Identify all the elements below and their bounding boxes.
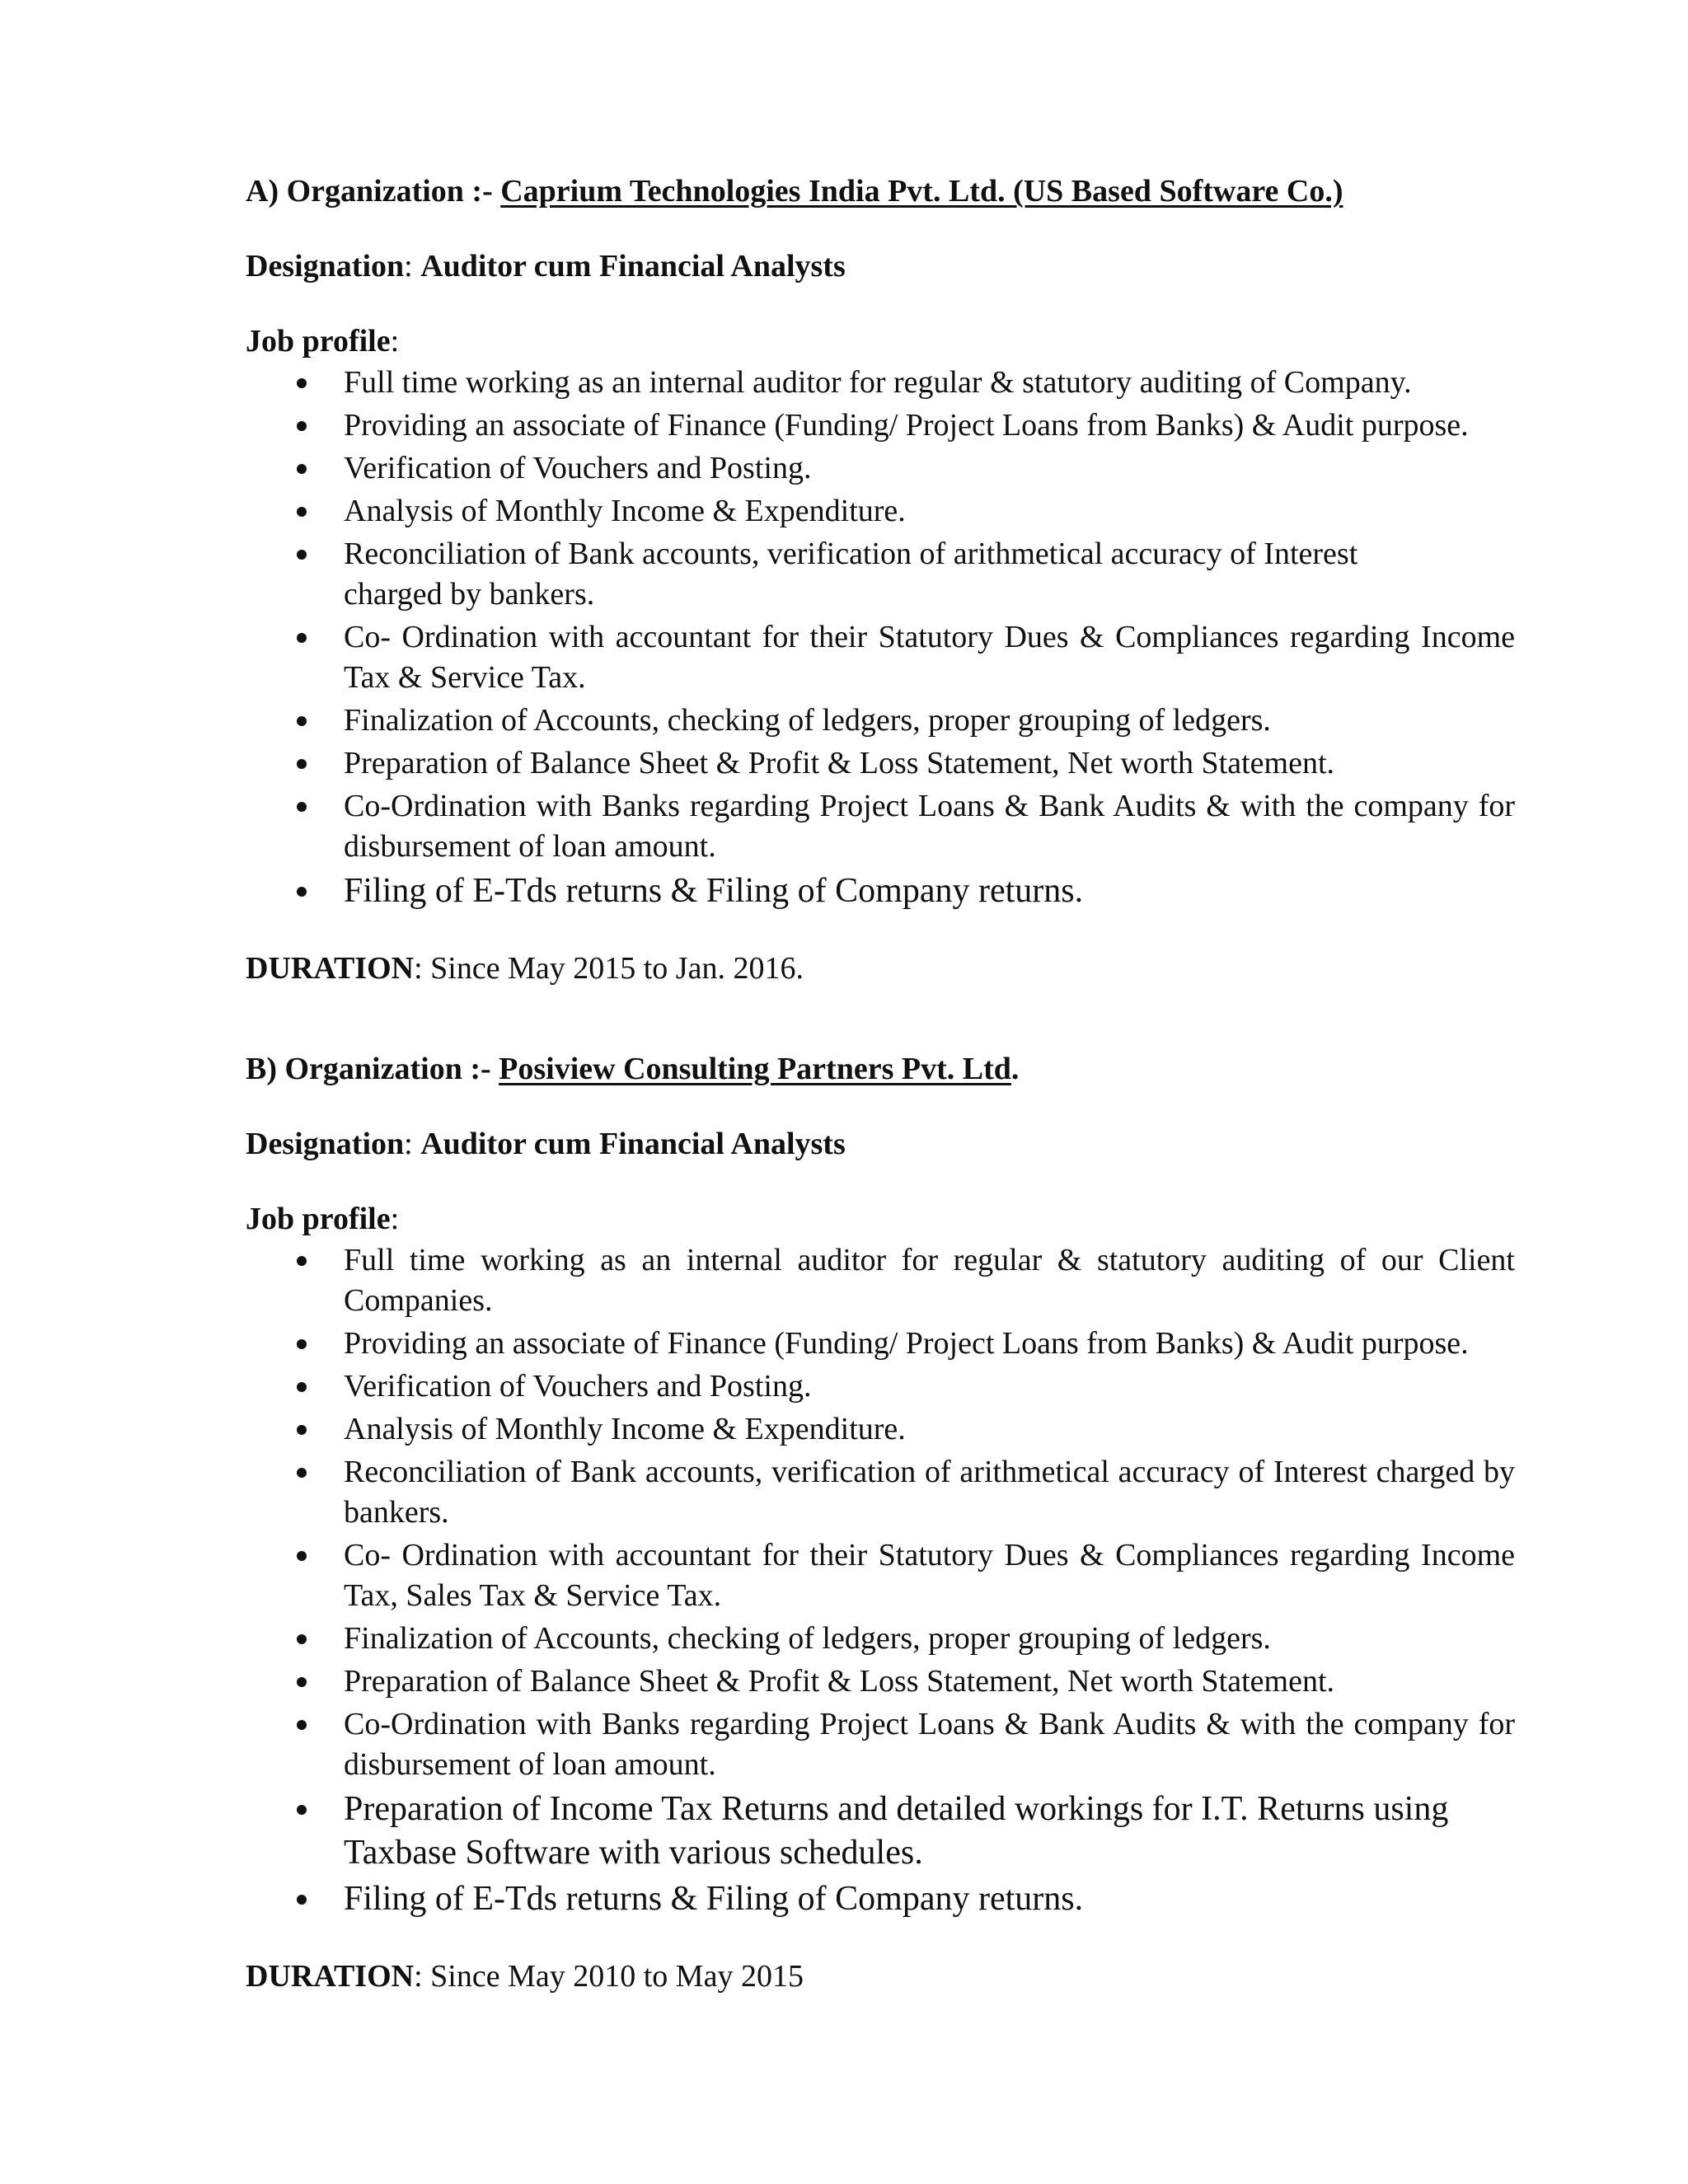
- organization-line: [246, 172, 1531, 210]
- organization-prefix: A) Organization :-: [246, 174, 501, 209]
- list-item: [246, 448, 1515, 489]
- list-item: [246, 701, 1515, 741]
- list-item-text: Finalization of Accounts, checking of ledgers, proper grouping of ledgers.: [344, 1621, 1271, 1656]
- list-item: [246, 617, 1515, 698]
- bullet-icon: [297, 887, 307, 897]
- organization-suffix: .: [1010, 1052, 1020, 1086]
- list-item: [246, 1240, 1515, 1321]
- organization-name: Posiview Consulting Partners Pvt. Ltd: [499, 1052, 1011, 1086]
- designation-separator: :: [404, 249, 421, 284]
- list-item-text: Full time working as an internal auditor for regular & statutory auditing of Company.: [344, 365, 1412, 400]
- list-item: [246, 1409, 1515, 1450]
- bullet-icon: [297, 716, 307, 726]
- bullet-icon: [297, 1551, 307, 1561]
- list-item: [246, 1788, 1515, 1875]
- list-item-text: Preparation of Balance Sheet & Profit & Loss Statement, Net worth Statement.: [344, 1664, 1335, 1699]
- job-profile-label: Job profile: [246, 324, 391, 359]
- organization-name: Caprium Technologies India Pvt. Ltd. (US Based Software Co.): [500, 174, 1343, 209]
- job-profile-label: Job profile: [246, 1202, 391, 1236]
- list-item: [246, 1877, 1515, 1921]
- list-item-text: Verification of Vouchers and Posting.: [344, 1369, 812, 1404]
- list-item: [246, 363, 1515, 403]
- designation-line: [246, 1125, 1531, 1163]
- bullet-icon: [297, 633, 307, 643]
- bullet-icon: [297, 1677, 307, 1687]
- bullet-icon: [297, 1339, 307, 1349]
- bullet-icon: [297, 464, 307, 474]
- list-item: [246, 491, 1515, 532]
- list-item-text: Reconciliation of Bank accounts, verification of arithmetical accuracy of Interest charged by bankers.: [344, 1455, 1515, 1530]
- list-item-text: Preparation of Balance Sheet & Profit & Loss Statement, Net worth Statement.: [344, 746, 1335, 780]
- job-profile-heading: [246, 1200, 1531, 1238]
- bullet-icon: [297, 1634, 307, 1644]
- bullet-icon: [297, 1895, 307, 1905]
- list-item-text: Analysis of Monthly Income & Expenditure.: [344, 1412, 906, 1446]
- duration-value: : Since May 2010 to May 2015: [414, 1959, 804, 1994]
- bullet-icon: [297, 1256, 307, 1266]
- bullet-icon: [297, 1468, 307, 1478]
- bullet-icon: [297, 1805, 307, 1815]
- list-item: [246, 869, 1515, 913]
- designation-label: Designation: [246, 249, 405, 284]
- job-profile-separator: :: [390, 324, 400, 359]
- organization-line: [246, 1050, 1531, 1088]
- list-item: [246, 1619, 1515, 1659]
- list-item: [246, 1704, 1515, 1785]
- designation-value: Auditor cum Financial Analysts: [420, 1127, 846, 1161]
- list-item-text: Co-Ordination with Banks regarding Project Loans & Bank Audits & with the company for disbursement of loan amount.: [344, 1707, 1515, 1782]
- organization-prefix: B) Organization :-: [246, 1052, 499, 1086]
- list-item: [246, 786, 1515, 867]
- designation-value: Auditor cum Financial Analysts: [420, 249, 846, 284]
- list-item-text: Verification of Vouchers and Posting.: [344, 451, 812, 485]
- bullet-icon: [297, 1720, 307, 1730]
- list-item-text: Finalization of Accounts, checking of ledgers, proper grouping of ledgers.: [344, 703, 1271, 738]
- list-item-text: Reconciliation of Bank accounts, verification of arithmetical accuracy of Interest charged by bankers.: [344, 537, 1358, 612]
- duration-line: [246, 1957, 1531, 1995]
- experience-section-a: [246, 172, 1531, 987]
- duration-line: [246, 949, 1531, 987]
- duration-label: DURATION: [246, 951, 415, 986]
- bullet-icon: [297, 759, 307, 769]
- list-item-text: Co-Ordination with Banks regarding Project Loans & Bank Audits & with the company for disbursement of loan amount.: [344, 789, 1515, 864]
- list-item-text: Analysis of Monthly Income & Expenditure.: [344, 494, 906, 528]
- list-item: [246, 1535, 1515, 1616]
- list-item-text: Filing of E-Tds returns & Filing of Company returns.: [344, 872, 1084, 910]
- list-item: [246, 534, 1515, 615]
- list-item: [246, 1661, 1515, 1702]
- list-item-text: Providing an associate of Finance (Funding/ Project Loans from Banks) & Audit purpose.: [344, 1326, 1469, 1361]
- job-profile-heading: [246, 322, 1531, 360]
- list-item: [246, 1324, 1515, 1364]
- list-item-text: Co- Ordination with accountant for their Statutory Dues & Compliances regarding Income Tax, Sales Tax & Service Tax.: [344, 1538, 1515, 1613]
- duration-value: : Since May 2015 to Jan. 2016.: [414, 951, 804, 986]
- list-item-text: Full time working as an internal auditor for regular & statutory auditing of our Client Companies.: [344, 1243, 1515, 1318]
- designation-separator: :: [404, 1127, 421, 1161]
- job-profile-list: [246, 1240, 1515, 1921]
- list-item-text: Co- Ordination with accountant for their Statutory Dues & Compliances regarding Income Tax & Service Tax.: [344, 620, 1515, 695]
- bullet-icon: [297, 507, 307, 517]
- list-item: [246, 1366, 1515, 1407]
- list-item-text: Preparation of Income Tax Returns and detailed workings for I.T. Returns using Taxbase Software with various schedules.: [344, 1790, 1449, 1872]
- designation-line: [246, 247, 1531, 285]
- duration-label: DURATION: [246, 1959, 415, 1994]
- job-profile-separator: :: [390, 1202, 400, 1236]
- designation-label: Designation: [246, 1127, 405, 1161]
- bullet-icon: [297, 1382, 307, 1392]
- list-item: [246, 1452, 1515, 1533]
- list-item: [246, 405, 1515, 446]
- bullet-icon: [297, 802, 307, 812]
- list-item: [246, 743, 1515, 784]
- list-item-text: Filing of E-Tds returns & Filing of Company returns.: [344, 1880, 1084, 1918]
- list-item-text: Providing an associate of Finance (Funding/ Project Loans from Banks) & Audit purpose.: [344, 408, 1469, 443]
- experience-section-b: [246, 1050, 1531, 1995]
- bullet-icon: [297, 421, 307, 431]
- job-profile-list: [246, 363, 1515, 913]
- bullet-icon: [297, 550, 307, 560]
- bullet-icon: [297, 1425, 307, 1435]
- bullet-icon: [297, 378, 307, 388]
